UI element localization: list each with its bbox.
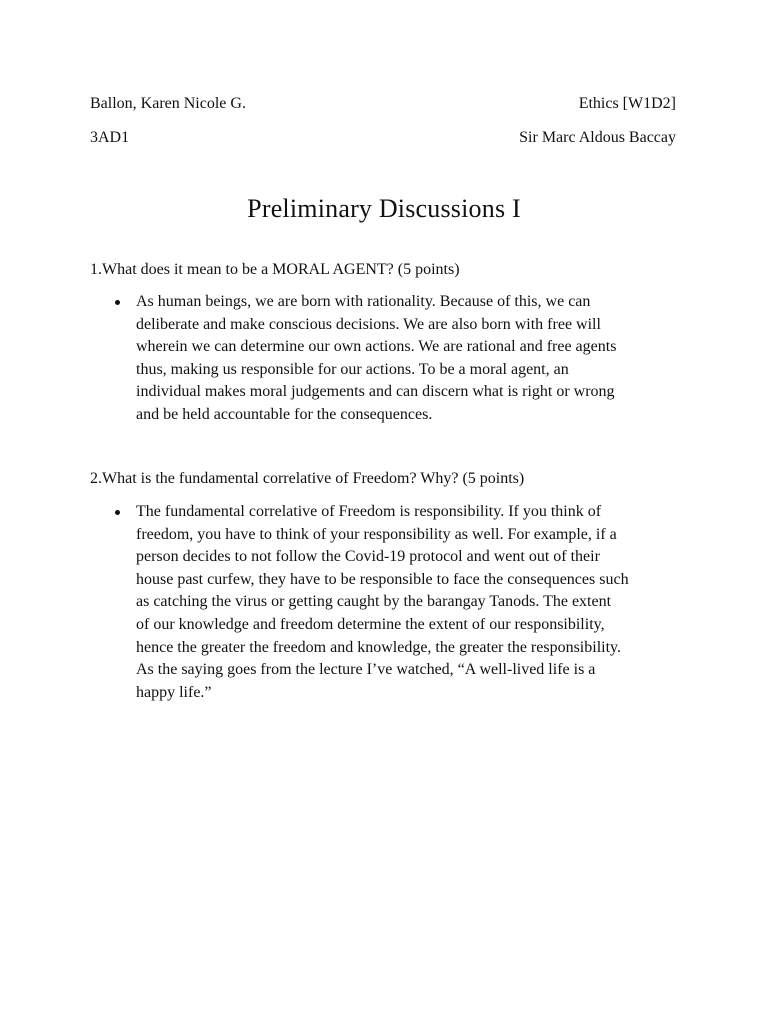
question-1-prompt: 1.What does it mean to be a MORAL AGENT? (5 points) <box>90 261 460 278</box>
answer-line: The fundamental correlative of Freedom is responsibility. If you think of <box>136 503 602 520</box>
answer-line: and be held accountable for the consequences. <box>136 405 433 423</box>
bullet-icon <box>112 291 126 305</box>
course-label: Ethics [W1D2] <box>578 95 676 112</box>
answer-line: deliberate and make conscious decisions. We are also born with free will <box>136 315 601 333</box>
answer-line: individual makes moral judgements and can discern what is right or wrong <box>136 383 615 401</box>
answer-line: wherein we can determine our own actions. We are rational and free agents <box>136 338 617 356</box>
answer-line: thus, making us responsible for our actions. To be a moral agent, an <box>136 360 569 378</box>
answer-line: freedom, you have to think of your responsibility as well. For example, if a <box>136 525 617 543</box>
student-name: Ballon, Karen Nicole G. <box>90 95 246 112</box>
answer-line: As the saying goes from the lecture I’ve watched, “A well-lived life is a <box>136 661 596 679</box>
instructor-name: Sir Marc Aldous Baccay <box>519 129 676 146</box>
answer-line: happy life.” <box>136 683 212 701</box>
section-label: 3AD1 <box>90 129 130 146</box>
header-row-bottom <box>90 129 676 147</box>
header-row-top <box>90 95 676 113</box>
document-title: Preliminary Discussions I <box>247 194 521 223</box>
bullet-icon <box>112 501 126 515</box>
answer-line: of our knowledge and freedom determine the extent of our responsibility, <box>136 615 605 633</box>
answer-line: house past curfew, they have to be responsible to face the consequences such <box>136 570 629 588</box>
answer-line: person decides to not follow the Covid-19 protocol and went out of their <box>136 548 600 566</box>
answer-text <box>136 501 682 704</box>
answer-line: hence the greater the freedom and knowledge, the greater the responsibility. <box>136 638 621 656</box>
answer-line: As human beings, we are born with rationality. Because of this, we can <box>136 293 591 310</box>
question-2-answer <box>112 501 682 704</box>
answer-line: as catching the virus or getting caught by the barangay Tanods. The extent <box>136 593 612 611</box>
question-1-answer <box>112 291 682 427</box>
question-2-prompt: 2.What is the fundamental correlative of Freedom? Why? (5 points) <box>90 470 525 487</box>
answer-text <box>136 291 682 427</box>
